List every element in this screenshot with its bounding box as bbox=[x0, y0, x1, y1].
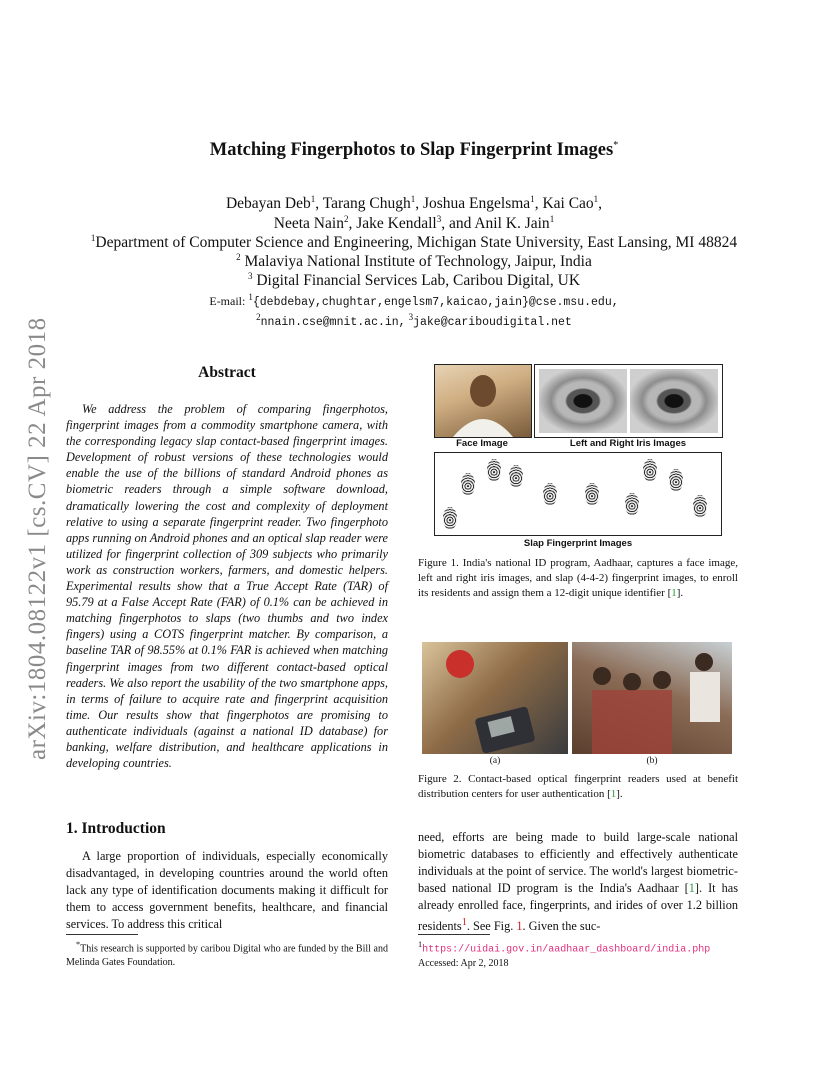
affiliation-2-mark: 2 bbox=[236, 252, 241, 262]
arxiv-stamp: arXiv:1804.08122v1 [cs.CV] 22 Apr 2018 bbox=[24, 317, 51, 760]
figure-2-citation-link[interactable]: 1 bbox=[610, 788, 617, 800]
fingerprint-image bbox=[487, 459, 501, 481]
face-image-photo bbox=[434, 364, 532, 438]
fingerprint-image bbox=[509, 465, 523, 487]
author-affiliation-mark: 1 bbox=[530, 194, 535, 204]
intro-right-part-4: . Given the suc- bbox=[522, 919, 601, 934]
iris-images-panel bbox=[534, 364, 723, 438]
fingerprint-image bbox=[585, 483, 599, 505]
fingerprint-image bbox=[693, 495, 707, 517]
email-mark-1: 1 bbox=[248, 292, 253, 302]
introduction-text-left: A large proportion of individuals, especially economically disadvantaged, in developing countries around the world often lack any type of identification documents making it difficult for them to access government benefits, healthcare, and financial services. To address this critical bbox=[66, 849, 388, 931]
author-name: Joshua Engelsma bbox=[422, 195, 531, 213]
affiliation-1-text: Department of Computer Science and Engineering, Michigan State University, East Lansing, MI 48824 bbox=[95, 234, 738, 252]
author-separator: , bbox=[315, 195, 323, 213]
footnote-aadhaar bbox=[418, 938, 738, 971]
intro-right-part-1: need, efforts are being made to build large-scale national biometric databases to efficiently and effectively authenticate individuals at the point of service. The world's largest biometric-based national ID program is the India's Aadhaar [ bbox=[418, 830, 738, 895]
iris-images-label: Left and Right Iris Images bbox=[569, 438, 687, 449]
author-name: Tarang Chugh bbox=[322, 195, 411, 213]
footnote-funding-mark: * bbox=[76, 940, 81, 949]
author-separator: , bbox=[415, 195, 423, 213]
email-mark-3: 3 bbox=[408, 312, 414, 322]
footnote-rule-left bbox=[66, 934, 138, 935]
figure-2-caption-text: Figure 2. Contact-based optical fingerprint readers used at benefit distribution centers for user authentication [ bbox=[418, 773, 738, 800]
author-name: Jake Kendall bbox=[356, 215, 437, 233]
figure-1-caption-end: ]. bbox=[676, 587, 684, 599]
author-affiliation-mark: 1 bbox=[593, 194, 599, 204]
author-name: Debayan Deb bbox=[225, 195, 311, 213]
left-iris-image bbox=[539, 369, 627, 433]
figure-2-caption bbox=[418, 772, 738, 802]
crowd-scene-icon bbox=[572, 642, 732, 754]
figure-2 bbox=[422, 642, 736, 772]
introduction-heading: 1. Introduction bbox=[66, 820, 166, 837]
figure-2a-label: (a) bbox=[489, 756, 501, 766]
slap-fingerprint-label: Slap Fingerprint Images bbox=[523, 538, 633, 549]
abstract-heading: Abstract bbox=[198, 364, 256, 381]
figure-1-caption-text: Figure 1. India's national ID program, Aadhaar, captures a face image, left and right iris images, and slap (4-4-2) fingerprint images, to enroll its residents and assign them a 12-digit unique identifier [ bbox=[418, 557, 738, 599]
person-silhouette-icon bbox=[435, 365, 531, 437]
figure-1-citation-link[interactable]: 1 bbox=[671, 587, 677, 599]
fingerprint-image bbox=[643, 459, 657, 481]
author-separator: , bbox=[598, 195, 603, 213]
fingerprint-reader-scene-icon bbox=[422, 642, 568, 754]
author-affiliation-mark: 1 bbox=[410, 194, 416, 204]
slap-fingerprint-panel bbox=[434, 452, 722, 536]
author-name: Anil K. Jain bbox=[474, 215, 550, 233]
figure-2b-label: (b) bbox=[646, 756, 658, 766]
figure-1-caption bbox=[418, 556, 738, 601]
figure-2a-photo bbox=[422, 642, 568, 754]
fingerprint-image bbox=[669, 469, 683, 491]
author-affiliation-mark: 1 bbox=[549, 214, 555, 224]
author-affiliation-mark: 1 bbox=[310, 194, 316, 204]
email-caribou[interactable]: jake@cariboudigital.net bbox=[413, 316, 572, 329]
intro-footnote-link[interactable]: 1 bbox=[461, 917, 467, 928]
footnote-funding bbox=[66, 938, 388, 970]
intro-figure-link[interactable]: 1 bbox=[516, 919, 523, 934]
introduction-text-right bbox=[418, 829, 738, 935]
authors-line-1 bbox=[0, 194, 828, 213]
author-separator: , bbox=[534, 195, 543, 213]
email-line-2 bbox=[0, 312, 828, 329]
intro-right-part-2: ]. It has already enrolled face, fingerprints, and irides of over 1.2 billion residents bbox=[418, 881, 738, 934]
title-footnote-mark: * bbox=[613, 140, 619, 151]
author-name: Neeta Nain bbox=[273, 215, 344, 233]
authors-line-2 bbox=[0, 214, 828, 233]
affiliation-1-mark: 1 bbox=[90, 233, 96, 243]
intro-right-part-3: . See Fig. bbox=[466, 919, 517, 934]
paper-title bbox=[0, 140, 828, 161]
email-line-1 bbox=[0, 292, 828, 309]
figure-2-caption-end: ]. bbox=[616, 788, 623, 800]
affiliation-2 bbox=[0, 252, 828, 271]
right-iris-image bbox=[630, 369, 718, 433]
email-mnit[interactable]: nnain.cse@mnit.ac.in, bbox=[260, 316, 406, 329]
fingerprint-image bbox=[443, 507, 457, 529]
face-image-label: Face Image bbox=[456, 438, 508, 449]
footnote-funding-text: This research is supported by caribou Digital who are funded by the Bill and Melinda Gates Foundation. bbox=[66, 943, 388, 969]
author-affiliation-mark: 2 bbox=[343, 214, 349, 224]
email-mark-2: 2 bbox=[256, 312, 261, 322]
figure-2b-photo bbox=[572, 642, 732, 754]
intro-citation-link[interactable]: 1 bbox=[688, 881, 695, 895]
author-separator: , and bbox=[441, 215, 475, 233]
email-label: E-mail: bbox=[209, 294, 249, 308]
aadhaar-dashboard-link[interactable]: https://uidai.gov.in/aadhaar_dashboard/india.php bbox=[422, 944, 711, 956]
footnote-aadhaar-text: Accessed: Apr 2, 2018 bbox=[418, 958, 509, 970]
footnote-rule-right bbox=[418, 934, 490, 935]
abstract-text: We address the problem of comparing fingerphotos, fingerprint images from a commodity smartphone camera, with the corresponding legacy slap contact-based fingerprint images. Development of robust versions of these technologies would enable the use of the billions of standard Android phones as biometric readers through a simple software download, dramatically lowering the cost and complexity of deployment relative to using a separate fingerprint reader. Two fingerphoto apps running on Android phones and an optical slap reader were utilized for fingerprint collection of 309 subjects who primarily work as construction workers, farmers, and domestic helpers. Experimental results show that a True Accept Rate (TAR) of 95.79 at a False Accept Rate (FAR) of 0.1% can be achieved in matching fingerphotos to slaps (two thumbs and two index fingers) using a COTS fingerprint matcher. By comparison, a baseline TAR of 98.55% at 0.1% FAR is achieved when matching fingerprint images from two different contact-based optical readers. We also report the usability of the two smartphone apps, in terms of failure to acquire rate and fingerprint acquisition time. Our results show that fingerphotos are promising to authenticate individuals (against a national ID database) for banking, welfare distribution, and healthcare applications in developing countries. bbox=[66, 402, 388, 771]
author-separator: , bbox=[348, 215, 357, 233]
author-affiliation-mark: 3 bbox=[436, 214, 442, 224]
title-text: Matching Fingerphotos to Slap Fingerprint Images bbox=[209, 140, 614, 161]
affiliation-1 bbox=[0, 233, 828, 252]
email-msu[interactable]: {debdebay,chughtar,engelsm7,kaicao,jain}@cse.msu.edu, bbox=[252, 296, 619, 309]
affiliation-3-mark: 3 bbox=[247, 271, 253, 281]
author-name: Kai Cao bbox=[542, 195, 594, 213]
footnote-aadhaar-mark: 1 bbox=[418, 940, 423, 949]
figure-1 bbox=[434, 364, 722, 554]
fingerprint-image bbox=[625, 493, 639, 515]
fingerprint-image bbox=[461, 473, 475, 495]
affiliation-2-text: Malaviya National Institute of Technology, Jaipur, India bbox=[240, 253, 592, 271]
affiliation-3-text: Digital Financial Services Lab, Caribou Digital, UK bbox=[252, 272, 581, 290]
fingerprint-image bbox=[543, 483, 557, 505]
affiliation-3 bbox=[0, 271, 828, 290]
